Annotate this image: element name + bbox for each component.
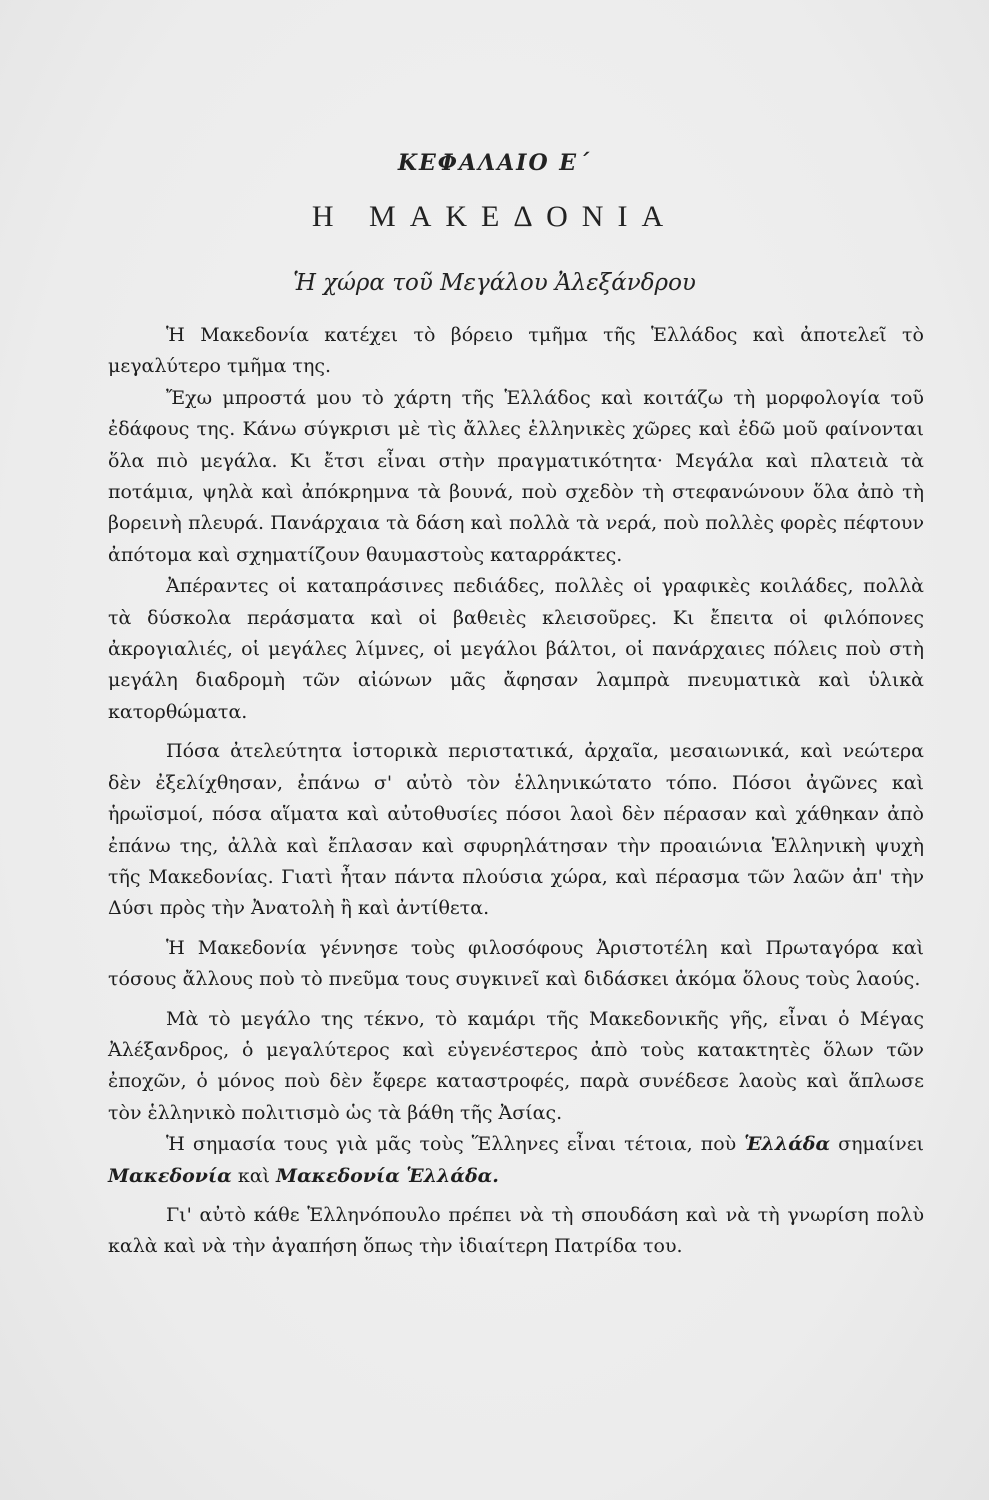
paragraph-4: Πόσα ἀτελεύτητα ἱστορικὰ περιστατικά, ἀρχαῖα, μεσαιωνικά, καὶ νεώτερα δὲν ἐξελίχθησαν, ἐπάνω σ' αὐτὸ τὸν ἑλληνικώτατο τόπο. Πόσοι ἀγῶνες καὶ ἡρωϊσμοί, πόσα αἵματα καὶ αὐτοθυσίες πόσοι λαοὶ δὲν πέρασαν καὶ χάθηκαν ἀπὸ ἐπάνω της, ἀλλὰ καὶ ἔπλασαν καὶ σφυρηλάτησαν τὴν προαιώνια Ἑλληνικὴ ψυχὴ τῆς Μακεδονίας. Γιατὶ ἦταν πάντα πλούσια χώρα, καὶ πέρασμα τῶν λαῶν ἀπ' τὴν Δύσι πρὸς τὴν Ἀνατολὴ ἢ καὶ ἀντίθετα. xyxy=(108,740,924,920)
paragraph-6: Μὰ τὸ μεγάλο της τέκνο, τὸ καμάρι τῆς Μακεδονικῆς γῆς, εἶναι ὁ Μέγας Ἀλέξανδρος, ὁ μεγαλύτερος καὶ εὐγενέστερος ἀπὸ τοὺς κατακτητὲς ὅλων τῶν ἐποχῶν, ὁ μόνος ποὺ δὲν ἔφερε καταστροφές, παρὰ συνέδεσε λαοὺς καὶ ἅπλωσε τὸν ἑλληνικὸ πολιτισμὸ ὡς τὰ βάθη τῆς Ἀσίας. xyxy=(108,1007,924,1124)
paragraph-2: Ἔχω μπροστά μου τὸ χάρτη τῆς Ἑλλάδος καὶ κοιτάζω τὴ μορφολογία τοῦ ἐδάφους της. Κάνω σύγκρισι μὲ τὶς ἄλλες ἑλληνικὲς χῶρες καὶ ἐδῶ μοῦ φαίνονται ὅλα πιὸ μεγάλα. Κι ἔτσι εἶναι στὴν πραγματικότητα· Μεγάλα καὶ πλατειὰ τὰ ποτάμια, ψηλὰ καὶ ἀπόκρημνα τὰ βουνά, ποὺ σχεδὸν τὴ στεφανώνουν ὅλα ἀπὸ τὴ βορεινὴ πλευρά. Πανάρχαια τὰ δάση καὶ πολλὰ τὰ νερά, ποὺ πολλὲς φορὲς πέφτουν ἀπότομα καὶ σχηματίζουν θαυμαστοὺς καταρράκτες. xyxy=(108,386,924,566)
chapter-title: Η ΜΑΚΕΔΟΝΙΑ xyxy=(311,200,678,233)
body-text xyxy=(108,320,924,1263)
paragraph-3: Ἀπέραντες οἱ καταπράσινες πεδιάδες, πολλὲς οἱ γραφικὲς κοιλάδες, πολλὰ τὰ δύσκολα περάσματα καὶ οἱ βαθειὲς κλεισοῦρες. Κι ἔπειτα οἱ φιλόπονες ἀκρογιαλιές, οἱ μεγάλες λίμνες, οἱ μεγάλοι βάλτοι, οἱ πανάρχαιες πόλεις ποὺ στὴ μεγάλη διαδρομὴ τῶν αἰώνων μᾶς ἄφησαν λαμπρὰ πνευματικὰ καὶ ὑλικὰ κατορθώματα. xyxy=(108,575,924,723)
chapter-subtitle: Ἡ χώρα τοῦ Μεγάλου Ἀλεξάνδρου xyxy=(293,270,696,296)
paragraph-8: Γι' αὐτὸ κάθε Ἑλληνόπουλο πρέπει νὰ τὴ σπουδάση καὶ νὰ τὴ γνωρίση πολὺ καλὰ καὶ νὰ τὴν ἀγαπήση ὅπως τὴν ἰδιαίτερη Πατρίδα του. xyxy=(108,1203,924,1258)
chapter-label: ΚΕΦΑΛΑΙΟ Ε΄ xyxy=(397,150,592,176)
paragraph-1: Ἡ Μακεδονία κατέχει τὸ βόρειο τμῆμα τῆς Ἑλλάδος καὶ ἀποτελεῖ τὸ μεγαλύτερο τμῆμα της. xyxy=(108,324,924,378)
paragraph-7-text-c: καὶ xyxy=(231,1164,277,1187)
emphasis-makedonia: Μακεδονία xyxy=(108,1164,232,1187)
paragraph-7 xyxy=(108,1129,924,1192)
paragraph-5: Ἡ Μακεδονία γέννησε τοὺς φιλοσόφους Ἀριστοτέλη καὶ Πρωταγόρα καὶ τόσους ἄλλους ποὺ τὸ πνεῦμα τους συγκινεῖ καὶ διδάσκει ἀκόμα ὅλους τοὺς λαούς. xyxy=(108,936,924,991)
emphasis-makedonia-ellada: Μακεδονία Ἑλλάδα. xyxy=(276,1164,499,1187)
emphasis-ellada: Ἑλλάδα xyxy=(744,1133,831,1156)
paragraph-7-text-b: σημαίνει xyxy=(830,1133,924,1156)
paragraph-7-text-a: Ἡ σημασία τους γιὰ μᾶς τοὺς Ἕλληνες εἶναι τέτοια, ποὺ xyxy=(166,1133,745,1156)
